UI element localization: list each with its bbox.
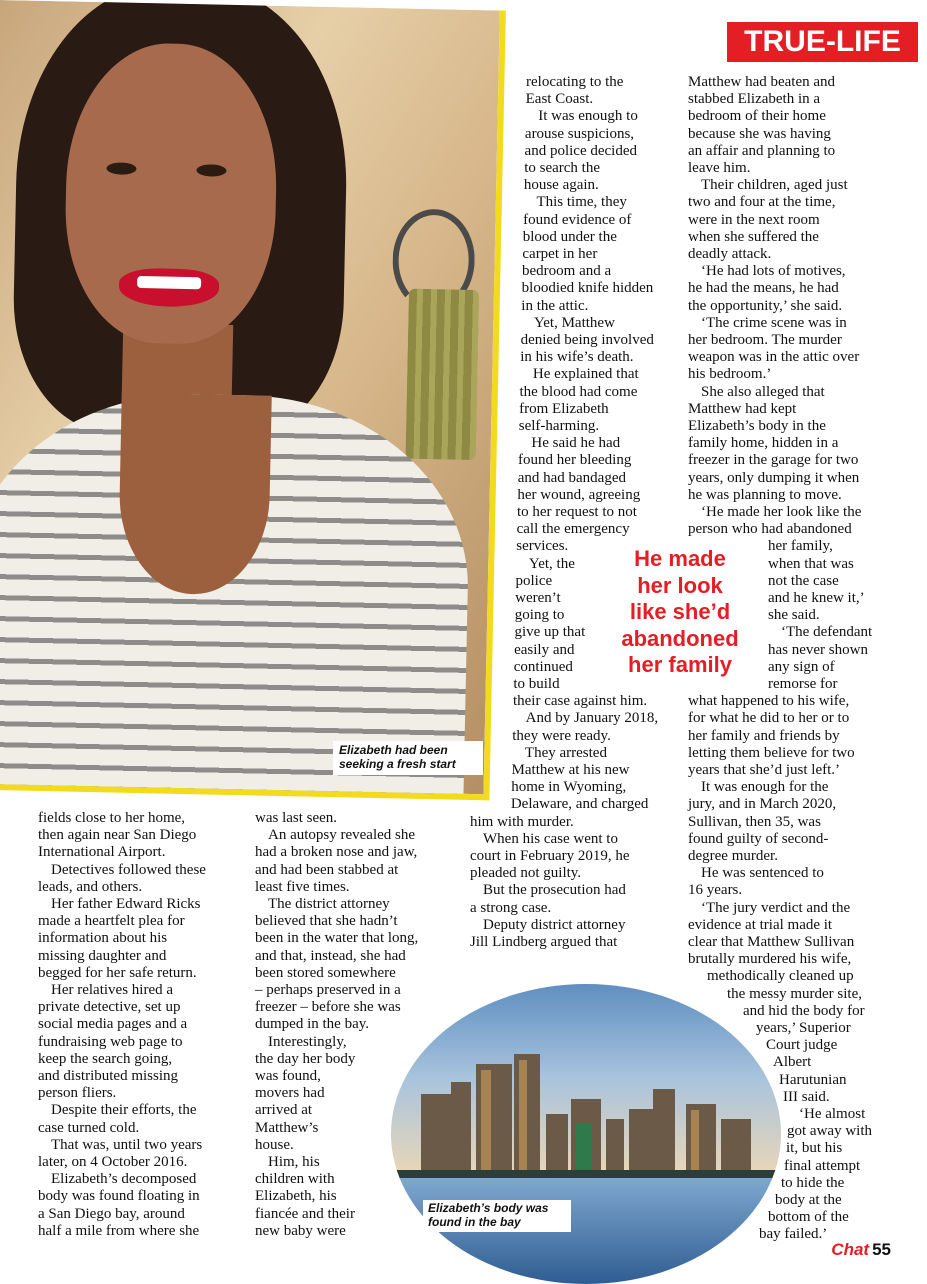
- article-line: two and four at the time,: [688, 194, 836, 211]
- article-line: children with: [255, 1171, 335, 1188]
- section-badge: TRUE-LIFE: [727, 22, 918, 62]
- article-line: fundraising web page to: [38, 1033, 183, 1050]
- article-line: jury, and in March 2020,: [688, 796, 837, 813]
- article-line: he was planning to move.: [688, 486, 842, 503]
- article-line: a strong case.: [470, 899, 552, 916]
- article-line: Deputy district attorney: [483, 916, 626, 933]
- article-line: years that she’d just left.’: [688, 762, 841, 778]
- pull-quote-line: like she’d: [629, 599, 731, 624]
- article-line: been stored somewhere: [255, 964, 396, 981]
- article-line: to her request to not: [516, 504, 637, 520]
- article-line: police: [515, 572, 553, 589]
- article-line: Elizabeth’s decomposed: [51, 1171, 197, 1188]
- article-line: his bedroom.’: [688, 366, 772, 383]
- article-line: bedroom of their home: [688, 108, 826, 125]
- article-line: call the emergency: [516, 521, 630, 538]
- article-line: Elizabeth, his: [255, 1188, 337, 1205]
- article-line: found guilty of second-: [688, 830, 829, 847]
- article-line: arouse suspicions,: [524, 125, 635, 142]
- article-line: and that, instead, she had: [255, 947, 406, 964]
- article-line: and hid the body for: [743, 1002, 865, 1019]
- article-line: half a mile from where she: [38, 1222, 200, 1239]
- article-line: ‘The defendant: [781, 624, 873, 641]
- article-line: person who had abandoned: [688, 521, 852, 538]
- article-line: new baby were: [255, 1222, 346, 1239]
- pull-quote-line: her look: [637, 572, 723, 598]
- article-line: social media pages and a: [38, 1016, 188, 1033]
- article-line: because she was having: [688, 125, 831, 142]
- article-line: And by January 2018,: [525, 710, 659, 727]
- article-line: ‘He made her look like the: [701, 504, 862, 520]
- article-line: it, but his: [786, 1140, 843, 1157]
- skyline-photo-caption: [423, 1200, 571, 1232]
- article-line: relocating to the: [526, 74, 624, 90]
- article-line: brutally murdered his wife,: [688, 951, 852, 968]
- article-line: clear that Matthew Sullivan: [688, 934, 855, 950]
- page-number: 55: [872, 1240, 891, 1259]
- article-line: has never shown: [768, 641, 868, 658]
- article-line: ‘He almost: [799, 1106, 866, 1122]
- article-line: give up that: [514, 624, 586, 641]
- skyline-illustration: [391, 984, 781, 1284]
- article-line: Matthew had kept: [688, 400, 797, 417]
- article-line: freezer in the garage for two: [688, 452, 859, 469]
- pull-quote-line: He made: [634, 546, 726, 571]
- article-line: Despite their efforts, the: [51, 1102, 197, 1119]
- article-line: Matthew’s: [255, 1119, 319, 1136]
- article-line: letting them believe for two: [688, 744, 855, 761]
- article-line: years,’ Superior: [756, 1020, 851, 1036]
- caption-line: seeking a fresh start: [339, 756, 456, 771]
- article-line: continued: [513, 658, 573, 675]
- article-line: methodically cleaned up: [707, 968, 854, 985]
- caption-line: found in the bay: [428, 1214, 521, 1229]
- article-line: had a broken nose and jaw,: [255, 844, 418, 861]
- article-line: and he knew it,’: [768, 590, 865, 606]
- article-line: fiancée and their: [255, 1205, 355, 1222]
- article-line: Jill Lindberg argued that: [470, 934, 618, 950]
- article-line: when that was: [768, 555, 854, 572]
- article-line: self-harming.: [518, 418, 600, 434]
- article-line: body was found floating in: [38, 1188, 200, 1205]
- article-line: International Airport.: [38, 844, 166, 861]
- caption-line: Elizabeth’s body was: [428, 1201, 549, 1215]
- article-line: pleaded not guilty.: [470, 865, 582, 882]
- article-line: the blood had come: [519, 383, 638, 400]
- article-line: begged for her safe return.: [38, 964, 197, 981]
- article-line: house again.: [523, 177, 599, 194]
- article-line: Albert: [773, 1054, 812, 1071]
- article-line: That was, until two years: [51, 1136, 203, 1153]
- article-line: to build: [513, 676, 560, 692]
- smile: [119, 268, 220, 308]
- article-line: missing daughter and: [38, 947, 167, 964]
- article-line: Court judge: [766, 1037, 838, 1054]
- article-line: going to: [514, 607, 565, 624]
- towel: [405, 289, 479, 460]
- article-line: Elizabeth’s body in the: [688, 418, 826, 434]
- article-line: arrived at: [255, 1102, 313, 1119]
- article-line: fields close to her home,: [38, 810, 186, 826]
- article-line: their case against him.: [512, 693, 648, 710]
- article-line: keep the search going,: [38, 1050, 173, 1067]
- article-line: were in the next room: [688, 211, 820, 228]
- article-line: leave him.: [688, 160, 751, 176]
- article-line: she said.: [768, 607, 820, 624]
- article-line: He explained that: [532, 366, 639, 383]
- article-line: private detective, set up: [38, 999, 181, 1016]
- article-line: got away with: [787, 1123, 872, 1140]
- article-line: ‘The crime scene was in: [701, 314, 847, 331]
- article-line: Him, his: [268, 1154, 320, 1170]
- article-line: ‘He had lots of motives,: [701, 263, 846, 280]
- article-line: later, on 4 October 2016.: [38, 1154, 188, 1170]
- article-line: Matthew at his new: [511, 762, 630, 778]
- article-line: She also alleged that: [701, 383, 825, 400]
- right-eye: [196, 164, 226, 177]
- article-line: It was enough to: [538, 108, 638, 125]
- caption-line: Elizabeth had been: [339, 743, 448, 757]
- article-line: person fliers.: [38, 1085, 117, 1102]
- article-line: home in Wyoming,: [511, 779, 627, 796]
- article-line: He said he had: [531, 435, 621, 452]
- article-line: the opportunity,’ she said.: [688, 297, 843, 314]
- article-line: bay failed.’: [759, 1226, 828, 1243]
- article-line: then again near San Diego: [38, 827, 197, 844]
- article-line: found evidence of: [523, 211, 632, 228]
- article-line: easily and: [514, 641, 575, 658]
- article-line: and police decided: [524, 142, 637, 159]
- article-line: Delaware, and charged: [510, 796, 649, 813]
- article-line: Detectives followed these: [51, 861, 206, 878]
- pull-quote: [604, 546, 756, 679]
- article-line: stabbed Elizabeth in a: [688, 91, 821, 108]
- article-line: An autopsy revealed she: [268, 827, 416, 844]
- article-line: from Elizabeth: [519, 400, 609, 417]
- article-line: believed that she hadn’t: [255, 913, 398, 930]
- article-line: when she suffered the: [688, 228, 819, 245]
- article-line: any sign of: [768, 658, 835, 675]
- article-line: an affair and planning to: [688, 142, 836, 159]
- article-line: a San Diego bay, around: [38, 1205, 185, 1222]
- article-line: made a heartfelt plea for: [38, 913, 185, 930]
- article-line: court in February 2019, he: [470, 848, 630, 864]
- article-line: was last seen.: [255, 810, 338, 826]
- article-line: and had bandaged: [517, 469, 626, 486]
- page-footer: [831, 1240, 891, 1260]
- article-line: been in the water that long,: [255, 930, 419, 947]
- article-line: Yet, Matthew: [533, 314, 615, 331]
- article-line: But the prosecution had: [483, 882, 626, 899]
- article-line: The district attorney: [268, 896, 390, 912]
- article-line: bottom of the: [768, 1209, 849, 1226]
- article-line: was found,: [255, 1068, 321, 1084]
- article-line: bloodied knife hidden: [521, 280, 654, 297]
- pull-quote-line: her family: [628, 652, 732, 677]
- article-line: Harutunian: [779, 1071, 847, 1088]
- article-line: leads, and others.: [38, 878, 143, 895]
- article-line: bedroom and a: [522, 263, 612, 280]
- article-line: family home, hidden in a: [688, 435, 839, 452]
- article-line: They arrested: [524, 744, 607, 761]
- article-line: 16 years.: [688, 882, 743, 899]
- article-line: final attempt: [784, 1157, 861, 1174]
- article-line: degree murder.: [688, 848, 778, 864]
- teeth: [137, 276, 201, 289]
- article-line: he had the means, he had: [688, 280, 839, 297]
- article-line: the day her body: [255, 1050, 356, 1067]
- article-line: years, only dumping it when: [688, 469, 860, 486]
- article-line: the messy murder site,: [727, 985, 862, 1002]
- article-line: to hide the: [781, 1174, 845, 1191]
- face: [63, 41, 279, 345]
- article-line: Sullivan, then 35, was: [688, 813, 821, 830]
- skyline-photo: [391, 984, 781, 1284]
- article-line: not the case: [768, 572, 839, 589]
- article-line: movers had: [255, 1085, 325, 1102]
- main-photo: [0, 0, 506, 800]
- article-line: deadly attack.: [688, 246, 772, 262]
- left-eye: [106, 162, 136, 175]
- article-line: It was enough for the: [701, 779, 829, 796]
- article-line: what happened to his wife,: [688, 693, 850, 710]
- article-line: denied being involved: [520, 332, 654, 348]
- article-line: in his wife’s death.: [520, 349, 634, 366]
- article-line: body at the: [775, 1192, 842, 1208]
- article-line: in the attic.: [521, 297, 589, 314]
- magazine-logo: Chat: [831, 1240, 870, 1259]
- article-line: freezer – before she was: [255, 999, 401, 1016]
- article-line: He was sentenced to: [701, 865, 824, 882]
- article-line: for what he did to her or to: [688, 710, 850, 727]
- article-line: information about his: [38, 930, 168, 947]
- article-line: least five times.: [255, 878, 350, 895]
- article-line: Matthew had beaten and: [688, 74, 836, 90]
- article-line: Her relatives hired a: [51, 982, 174, 998]
- article-line: and distributed missing: [38, 1068, 178, 1084]
- article-line: III said.: [783, 1088, 830, 1105]
- article-line: evidence at trial made it: [688, 916, 833, 933]
- article-line: services.: [516, 538, 569, 555]
- article-line: they were ready.: [512, 727, 611, 744]
- main-photo-caption: [333, 741, 483, 775]
- article-line: her bedroom. The murder: [688, 332, 842, 348]
- article-line: him with murder.: [470, 813, 574, 830]
- article-line: ‘The jury verdict and the: [701, 899, 851, 916]
- article-line: When his case went to: [483, 830, 618, 847]
- article-line: to search the: [524, 160, 600, 176]
- article-line: Her father Edward Ricks: [51, 896, 201, 912]
- article-line: house.: [255, 1136, 294, 1153]
- article-line: her wound, agreeing: [517, 486, 641, 503]
- article-line: and had been stabbed at: [255, 861, 399, 878]
- article-line: Interestingly,: [268, 1033, 347, 1050]
- article-line: found her bleeding: [518, 452, 632, 469]
- article-line: – perhaps preserved in a: [255, 982, 401, 998]
- article-line: her family and friends by: [688, 727, 840, 744]
- pull-quote-line: abandoned: [621, 625, 739, 651]
- article-line: case turned cold.: [38, 1119, 140, 1136]
- article-line: Their children, aged just: [701, 177, 848, 194]
- article-line: carpet in her: [522, 246, 598, 262]
- article-line: dumped in the bay.: [255, 1016, 370, 1033]
- article-line: weren’t: [515, 590, 561, 606]
- article-line: Yet, the: [528, 555, 575, 572]
- article-line: blood under the: [522, 228, 617, 245]
- article-line: her family,: [768, 538, 833, 555]
- article-line: This time, they: [536, 194, 627, 211]
- article-line: East Coast.: [525, 91, 594, 108]
- article-line: weapon was in the attic over: [688, 349, 860, 366]
- article-line: remorse for: [768, 676, 838, 692]
